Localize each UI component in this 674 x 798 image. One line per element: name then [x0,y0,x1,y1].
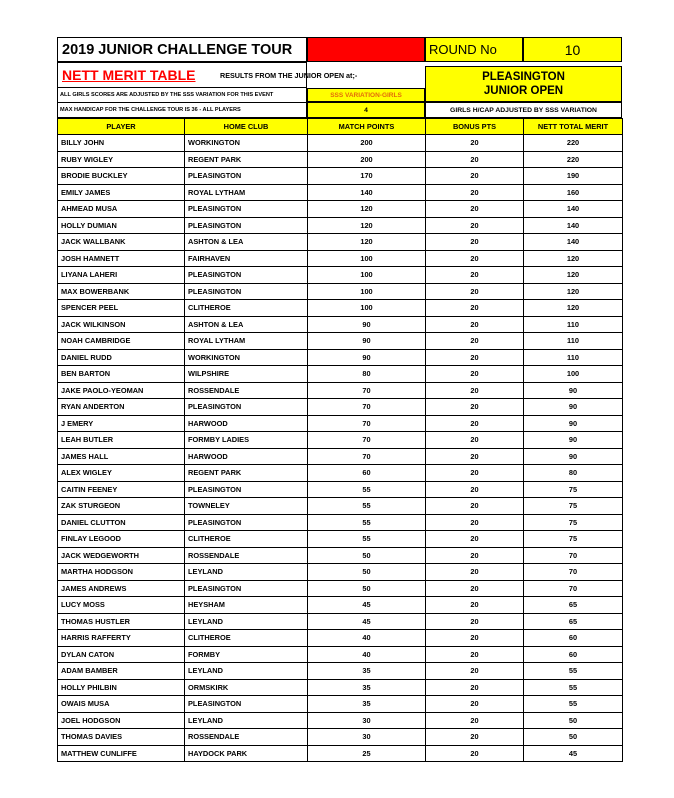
table-row [58,630,623,647]
table-row [58,283,623,300]
home-club: PLEASINGTON [185,514,308,531]
table-row [58,465,623,482]
match-points: 70 [308,415,426,432]
match-points: 170 [308,168,426,185]
nett-total: 75 [524,531,623,548]
bonus-pts: 20 [426,597,524,614]
bonus-pts: 20 [426,498,524,515]
table-row [58,729,623,746]
bonus-pts: 20 [426,531,524,548]
table-row [58,514,623,531]
player-name: AHMEAD MUSA [58,201,185,218]
bonus-pts: 20 [426,151,524,168]
home-club: LEYLAND [185,663,308,680]
player-name: JOEL HODGSON [58,712,185,729]
bonus-pts: 20 [426,663,524,680]
bonus-pts: 20 [426,366,524,383]
table-body [58,135,623,762]
home-club: HAYDOCK PARK [185,745,308,762]
match-points: 100 [308,283,426,300]
bonus-pts: 20 [426,465,524,482]
match-points: 70 [308,448,426,465]
player-name: RYAN ANDERTON [58,399,185,416]
red-marker-cell [307,37,425,62]
home-club: ASHTON & LEA [185,234,308,251]
home-club: TOWNELEY [185,498,308,515]
home-club: FAIRHAVEN [185,250,308,267]
nett-total: 190 [524,168,623,185]
home-club: HEYSHAM [185,597,308,614]
table-row [58,399,623,416]
table-row [58,481,623,498]
match-points: 45 [308,597,426,614]
nett-total: 65 [524,597,623,614]
sss-variation-label: SSS VARIATION-GIRLS [307,88,425,102]
home-club: PLEASINGTON [185,217,308,234]
nett-total: 110 [524,333,623,350]
bonus-pts: 20 [426,729,524,746]
table-row [58,366,623,383]
match-points: 55 [308,531,426,548]
player-name: HOLLY DUMIAN [58,217,185,234]
nett-total: 70 [524,580,623,597]
home-club: PLEASINGTON [185,283,308,300]
home-club: HARWOOD [185,415,308,432]
home-club: ROSSENDALE [185,382,308,399]
bonus-pts: 20 [426,613,524,630]
home-club: PLEASINGTON [185,696,308,713]
match-points: 55 [308,514,426,531]
table-row [58,564,623,581]
table-row [58,531,623,548]
home-club: ROYAL LYTHAM [185,333,308,350]
home-club: PLEASINGTON [185,481,308,498]
match-points: 50 [308,580,426,597]
bonus-pts: 20 [426,481,524,498]
player-name: ADAM BAMBER [58,663,185,680]
event-name [425,66,622,102]
home-club: WILPSHIRE [185,366,308,383]
bonus-pts: 20 [426,580,524,597]
player-name: JAMES ANDREWS [58,580,185,597]
home-club: LEYLAND [185,613,308,630]
home-club: FORMBY [185,646,308,663]
match-points: 100 [308,300,426,317]
home-club: REGENT PARK [185,151,308,168]
table-row [58,745,623,762]
nett-total: 120 [524,250,623,267]
table-row [58,679,623,696]
nett-total: 70 [524,564,623,581]
max-handicap-note: MAX HANDICAP FOR THE CHALLENGE TOUR IS 36 - ALL PLAYERS [57,103,307,118]
match-points: 50 [308,547,426,564]
match-points: 35 [308,696,426,713]
table-row [58,151,623,168]
player-name: DYLAN CATON [58,646,185,663]
player-name: LUCY MOSS [58,597,185,614]
player-name: BEN BARTON [58,366,185,383]
table-row [58,613,623,630]
match-points: 35 [308,663,426,680]
nett-total: 70 [524,547,623,564]
nett-total: 50 [524,729,623,746]
col-header-match-points: MATCH POINTS [308,119,426,135]
table-row [58,712,623,729]
player-name: EMILY JAMES [58,184,185,201]
player-name: JAKE PAOLO-YEOMAN [58,382,185,399]
table-row [58,201,623,218]
home-club: PLEASINGTON [185,201,308,218]
nett-total: 110 [524,349,623,366]
match-points: 70 [308,432,426,449]
table-row [58,415,623,432]
table-header-row [58,119,623,135]
nett-total: 100 [524,366,623,383]
player-name: HARRIS RAFFERTY [58,630,185,647]
table-row [58,135,623,152]
home-club: PLEASINGTON [185,267,308,284]
nett-total: 60 [524,630,623,647]
match-points: 140 [308,184,426,201]
match-points: 70 [308,382,426,399]
player-name: RUBY WIGLEY [58,151,185,168]
home-club: ROSSENDALE [185,729,308,746]
nett-total: 55 [524,663,623,680]
table-row [58,184,623,201]
player-name: JOSH HAMNETT [58,250,185,267]
nett-total: 65 [524,613,623,630]
table-row [58,663,623,680]
bonus-pts: 20 [426,745,524,762]
player-name: LEAH BUTLER [58,432,185,449]
match-points: 80 [308,366,426,383]
bonus-pts: 20 [426,168,524,185]
bonus-pts: 20 [426,267,524,284]
bonus-pts: 20 [426,382,524,399]
match-points: 45 [308,613,426,630]
bonus-pts: 20 [426,283,524,300]
player-name: LIYANA LAHERI [58,267,185,284]
nett-total: 60 [524,646,623,663]
table-row [58,333,623,350]
table-row [58,382,623,399]
match-points: 90 [308,316,426,333]
nett-total: 220 [524,151,623,168]
player-name: BILLY JOHN [58,135,185,152]
match-points: 55 [308,481,426,498]
player-name: FINLAY LEGOOD [58,531,185,548]
home-club: ROSSENDALE [185,547,308,564]
bonus-pts: 20 [426,184,524,201]
table-row [58,696,623,713]
player-name: MARTHA HODGSON [58,564,185,581]
bonus-pts: 20 [426,201,524,218]
match-points: 100 [308,250,426,267]
player-name: THOMAS DAVIES [58,729,185,746]
bonus-pts: 20 [426,316,524,333]
home-club: FORMBY LADIES [185,432,308,449]
nett-total: 45 [524,745,623,762]
match-points: 120 [308,201,426,218]
nett-total: 140 [524,201,623,218]
home-club: ROYAL LYTHAM [185,184,308,201]
player-name: THOMAS HUSTLER [58,613,185,630]
nett-total: 90 [524,399,623,416]
nett-total: 140 [524,234,623,251]
bonus-pts: 20 [426,679,524,696]
nett-total: 90 [524,432,623,449]
match-points: 40 [308,646,426,663]
match-points: 25 [308,745,426,762]
home-club: CLITHEROE [185,531,308,548]
bonus-pts: 20 [426,448,524,465]
bonus-pts: 20 [426,349,524,366]
bonus-pts: 20 [426,547,524,564]
bonus-pts: 20 [426,300,524,317]
bonus-pts: 20 [426,399,524,416]
bonus-pts: 20 [426,432,524,449]
nett-total: 120 [524,267,623,284]
nett-total: 220 [524,135,623,152]
player-name: ZAK STURGEON [58,498,185,515]
bonus-pts: 20 [426,646,524,663]
home-club: LEYLAND [185,564,308,581]
player-name: CAITIN FEENEY [58,481,185,498]
bonus-pts: 20 [426,333,524,350]
home-club: PLEASINGTON [185,168,308,185]
player-name: MATTHEW CUNLIFFE [58,745,185,762]
bonus-pts: 20 [426,250,524,267]
merit-sheet [57,37,622,762]
bonus-pts: 20 [426,234,524,251]
player-name: JACK WALLBANK [58,234,185,251]
home-club: PLEASINGTON [185,580,308,597]
player-name: JACK WILKINSON [58,316,185,333]
table-row [58,597,623,614]
page-title: 2019 JUNIOR CHALLENGE TOUR [57,37,307,62]
col-header-nett-total: NETT TOTAL MERIT [524,119,623,135]
player-name: OWAIS MUSA [58,696,185,713]
bonus-pts: 20 [426,564,524,581]
player-name: JAMES HALL [58,448,185,465]
bonus-pts: 20 [426,712,524,729]
home-club: REGENT PARK [185,465,308,482]
match-points: 40 [308,630,426,647]
match-points: 30 [308,729,426,746]
match-points: 50 [308,564,426,581]
event-line-1: PLEASINGTON [482,71,565,83]
bonus-pts: 20 [426,135,524,152]
nett-total: 75 [524,498,623,515]
match-points: 90 [308,333,426,350]
home-club: WORKINGTON [185,135,308,152]
bonus-pts: 20 [426,630,524,647]
match-points: 70 [308,399,426,416]
nett-total: 140 [524,217,623,234]
col-header-bonus-pts: BONUS PTS [426,119,524,135]
table-row [58,168,623,185]
col-header-player: PLAYER [58,119,185,135]
bonus-pts: 20 [426,415,524,432]
match-points: 120 [308,234,426,251]
table-row [58,646,623,663]
round-number: 10 [523,37,622,62]
bonus-pts: 20 [426,217,524,234]
nett-total: 110 [524,316,623,333]
player-name: DANIEL RUDD [58,349,185,366]
player-name: J EMERY [58,415,185,432]
table-row [58,498,623,515]
player-name: BRODIE BUCKLEY [58,168,185,185]
player-name: JACK WEDGEWORTH [58,547,185,564]
home-club: LEYLAND [185,712,308,729]
nett-total: 50 [524,712,623,729]
nett-total: 80 [524,465,623,482]
table-row [58,547,623,564]
table-row [58,448,623,465]
bonus-pts: 20 [426,696,524,713]
home-club: CLITHEROE [185,300,308,317]
nett-total: 160 [524,184,623,201]
table-row [58,349,623,366]
match-points: 55 [308,498,426,515]
home-club: ASHTON & LEA [185,316,308,333]
player-name: MAX BOWERBANK [58,283,185,300]
match-points: 120 [308,217,426,234]
nett-total: 120 [524,283,623,300]
player-name: DANIEL CLUTTON [58,514,185,531]
match-points: 100 [308,267,426,284]
home-club: WORKINGTON [185,349,308,366]
bonus-pts: 20 [426,514,524,531]
sss-variation-value: 4 [307,102,425,118]
match-points: 90 [308,349,426,366]
match-points: 30 [308,712,426,729]
table-row [58,250,623,267]
table-row [58,580,623,597]
match-points: 35 [308,679,426,696]
nett-total: 120 [524,300,623,317]
player-name: ALEX WIGLEY [58,465,185,482]
nett-total: 90 [524,448,623,465]
table-title: NETT MERIT TABLE [62,67,196,83]
event-line-2: JUNIOR OPEN [483,85,564,97]
home-club: PLEASINGTON [185,399,308,416]
girls-handicap-note: GIRLS H/CAP ADJUSTED BY SSS VARIATION [425,102,622,118]
home-club: HARWOOD [185,448,308,465]
player-name: HOLLY PHILBIN [58,679,185,696]
match-points: 200 [308,151,426,168]
merit-table [57,118,623,762]
nett-total: 90 [524,415,623,432]
nett-total: 55 [524,679,623,696]
table-row [58,267,623,284]
nett-total: 90 [524,382,623,399]
sheet-header [57,37,622,118]
table-row [58,300,623,317]
girls-adjust-note: ALL GIRLS SCORES ARE ADJUSTED BY THE SSS VARIATION FOR THIS EVENT [57,88,307,103]
match-points: 60 [308,465,426,482]
nett-total: 75 [524,481,623,498]
table-row [58,217,623,234]
player-name: NOAH CAMBRIDGE [58,333,185,350]
match-points: 200 [308,135,426,152]
nett-total: 75 [524,514,623,531]
nett-total: 55 [524,696,623,713]
round-label: ROUND No [425,37,523,62]
table-row [58,234,623,251]
home-club: ORMSKIRK [185,679,308,696]
home-club: CLITHEROE [185,630,308,647]
player-name: SPENCER PEEL [58,300,185,317]
results-text: RESULTS FROM THE JUNIOR OPEN at;- [220,70,358,80]
table-row [58,432,623,449]
table-row [58,316,623,333]
col-header-home-club: HOME CLUB [185,119,308,135]
